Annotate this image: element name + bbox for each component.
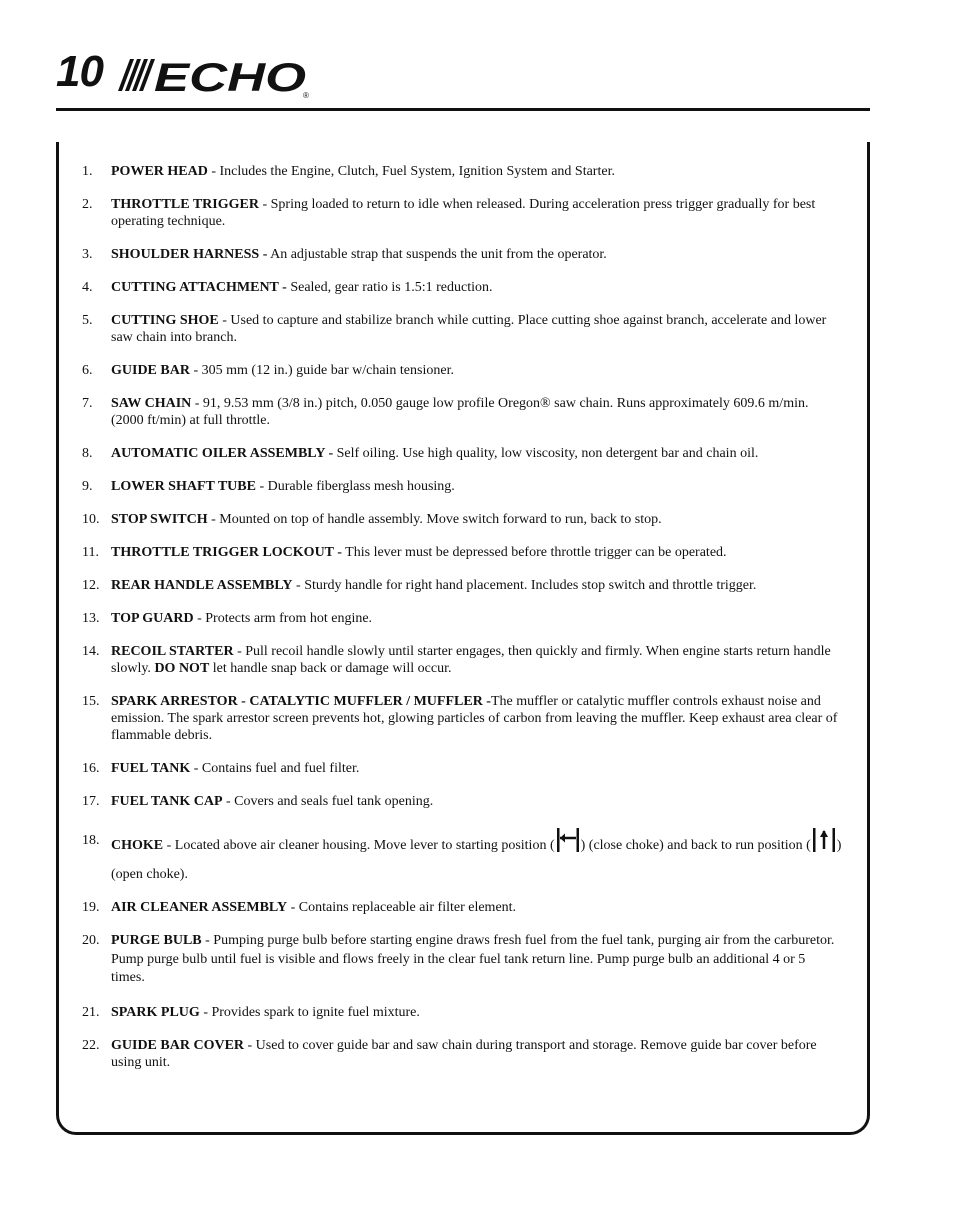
- item-number: 7.: [82, 396, 93, 411]
- item-term: FUEL TANK CAP: [111, 794, 223, 809]
- item-description: - Contains replaceable air filter element.: [287, 900, 517, 915]
- item-description: - Provides spark to ignite fuel mixture.: [199, 1004, 420, 1020]
- item-term: TOP GUARD: [111, 611, 194, 626]
- open-choke-icon: [811, 828, 837, 862]
- item-term: POWER HEAD: [111, 164, 208, 179]
- item-emphasis: DO NOT: [154, 661, 210, 676]
- item-term: RECOIL STARTER: [111, 644, 234, 659]
- registered-mark: ®: [303, 91, 309, 100]
- list-item: [82, 899, 842, 916]
- list-item: [82, 246, 842, 263]
- item-description: - Sturdy handle for right hand placement. Includes stop switch and throttle trigger.: [292, 578, 757, 593]
- page-number: 10: [56, 47, 103, 96]
- list-item: [82, 828, 842, 888]
- item-description: - Mounted on top of handle assembly. Move switch forward to run, back to stop.: [207, 512, 662, 527]
- list-item: [82, 511, 842, 528]
- item-number: 1.: [82, 164, 93, 179]
- item-description: This lever must be depressed before throttle trigger can be operated.: [341, 545, 727, 560]
- item-number: 21.: [82, 1004, 100, 1020]
- list-item: [82, 445, 842, 462]
- item-description: Sealed, gear ratio is 1.5:1 reduction.: [286, 280, 493, 295]
- item-term: REAR HANDLE ASSEMBLY: [111, 578, 293, 593]
- item-term: SPARK PLUG: [111, 1004, 200, 1020]
- list-item: [82, 1004, 842, 1021]
- item-description: - Pull recoil handle slowly until starter engages, then quickly and firmly. When engine starts return handle slowly.: [111, 644, 831, 676]
- item-term: SHOULDER HARNESS -: [111, 247, 268, 262]
- list-item: [82, 760, 842, 777]
- item-number: 14.: [82, 644, 100, 659]
- list-item: [82, 395, 842, 429]
- item-number: 12.: [82, 578, 100, 593]
- item-description: - 305 mm (12 in.) guide bar w/chain tensioner.: [189, 363, 454, 378]
- item-description: - 91, 9.53 mm (3/8 in.) pitch, 0.050 gauge low profile Oregon® saw chain. Runs approximately 609.6 m/min. (2000 ft/min) at full throttle.: [111, 396, 809, 428]
- item-term: AIR CLEANER ASSEMBLY: [111, 900, 288, 915]
- item-description: The muffler or catalytic muffler controls exhaust noise and emission. The spark arrestor screen prevents hot, glowing particles of carbon from leaving the muffler. Keep exhaust area clear of flammable debris.: [111, 694, 838, 743]
- item-number: 18.: [82, 833, 100, 848]
- item-number: 2.: [82, 197, 93, 212]
- item-number: 10.: [82, 512, 100, 527]
- item-description: - Covers and seals fuel tank opening.: [222, 794, 434, 809]
- list-item: [82, 1037, 842, 1071]
- list-item: [82, 163, 842, 180]
- item-term: LOWER SHAFT TUBE: [111, 479, 256, 494]
- list-item: [82, 643, 842, 677]
- item-number: 8.: [82, 446, 93, 461]
- item-term: CUTTING SHOE: [111, 313, 219, 328]
- list-item: [82, 362, 842, 379]
- item-number: 16.: [82, 761, 100, 776]
- item-term: STOP SWITCH: [111, 512, 208, 527]
- item-term: SAW CHAIN: [111, 396, 192, 411]
- item-description: - Pumping purge bulb before starting engine draws fresh fuel from the fuel tank, purging air from the carburetor. Pump purge bulb until fuel is visible and flows freely in the clear fuel tank return line. Pump purge bulb an additional 4 or 5 times.: [111, 933, 835, 985]
- brand-wordmark: ECHO: [154, 56, 306, 100]
- list-item: [82, 478, 842, 495]
- list-item: [82, 932, 842, 988]
- item-number: 4.: [82, 280, 93, 295]
- item-term: THROTTLE TRIGGER LOCKOUT -: [111, 545, 342, 560]
- item-description-continued: let handle snap back or damage will occur.: [209, 661, 452, 676]
- item-description: - Used to cover guide bar and saw chain during transport and storage. Remove guide bar cover before using unit.: [111, 1037, 817, 1070]
- close-choke-icon: [555, 828, 581, 862]
- list-item: [82, 610, 842, 627]
- item-description: An adjustable strap that suspends the unit from the operator.: [267, 247, 607, 262]
- echo-logo-mark: [116, 55, 316, 100]
- item-number: 22.: [82, 1037, 100, 1053]
- list-item: [82, 544, 842, 561]
- list-item: [82, 312, 842, 346]
- item-number: 11.: [82, 545, 99, 560]
- item-number: 3.: [82, 247, 93, 262]
- item-number: 5.: [82, 313, 93, 328]
- item-description: - Includes the Engine, Clutch, Fuel System, Ignition System and Starter.: [207, 164, 615, 179]
- item-description: - Located above air cleaner housing. Move lever to starting position (: [163, 838, 555, 853]
- echo-logo: [116, 55, 316, 100]
- item-description: - Spring loaded to return to idle when released. During acceleration press trigger gradually for best operating technique.: [111, 197, 816, 229]
- item-term: PURGE BULB: [111, 933, 202, 948]
- component-list: [82, 163, 842, 1071]
- list-item: [82, 693, 842, 744]
- item-number: 6.: [82, 363, 93, 378]
- item-term: FUEL TANK: [111, 761, 191, 776]
- item-description: - Durable fiberglass mesh housing.: [255, 479, 455, 494]
- list-item: [82, 577, 842, 594]
- item-term: GUIDE BAR COVER: [111, 1037, 245, 1053]
- item-number: 17.: [82, 794, 100, 809]
- item-description-end: ) (open choke).: [111, 838, 842, 882]
- item-number: 9.: [82, 479, 93, 494]
- item-term: SPARK ARRESTOR - CATALYTIC MUFFLER / MUFFLER -: [111, 694, 491, 709]
- item-number: 13.: [82, 611, 100, 626]
- item-term: AUTOMATIC OILER ASSEMBLY -: [111, 446, 334, 461]
- list-item: [82, 196, 842, 230]
- item-number: 20.: [82, 933, 100, 948]
- list-item: [82, 279, 842, 296]
- item-term: CUTTING ATTACHMENT -: [111, 280, 287, 295]
- item-term: CHOKE: [111, 838, 164, 853]
- item-description: Self oiling. Use high quality, low viscosity, non detergent bar and chain oil.: [333, 446, 759, 461]
- item-number: 19.: [82, 900, 100, 915]
- item-description: - Protects arm from hot engine.: [193, 611, 373, 626]
- header-rule: [56, 108, 870, 111]
- item-description-continued: ) (close choke) and back to run position (: [580, 838, 811, 853]
- item-term: GUIDE BAR: [111, 363, 190, 378]
- item-description: - Contains fuel and fuel filter.: [190, 761, 360, 776]
- item-description: - Used to capture and stabilize branch while cutting. Place cutting shoe against branch, accelerate and lower saw chain into branch.: [111, 313, 827, 345]
- item-term: THROTTLE TRIGGER: [111, 197, 259, 212]
- item-number: 15.: [82, 694, 100, 709]
- list-item: [82, 793, 842, 810]
